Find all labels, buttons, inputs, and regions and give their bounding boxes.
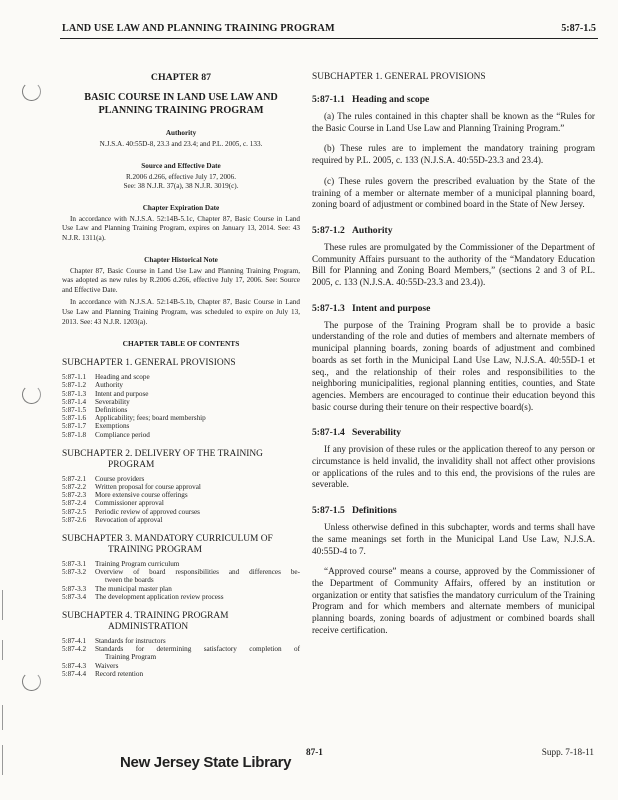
- toc-entry-title: [95, 560, 300, 568]
- section-heading: [312, 303, 595, 314]
- toc-entry-title: [95, 662, 300, 670]
- toc-entry-number: 5:87-1.4: [62, 397, 87, 406]
- toc-entry: [62, 422, 300, 430]
- toc-title: CHAPTER TABLE OF CONTENTS: [122, 339, 240, 349]
- running-header-section: 5:87-1.5: [561, 23, 596, 34]
- section-heading: [312, 94, 595, 105]
- section-number: 5:87-1.3: [312, 302, 345, 314]
- toc-entry-title: [95, 390, 300, 398]
- toc-entry-line: Authority: [95, 381, 123, 390]
- source-heading: Source and Effective Date: [141, 161, 221, 170]
- toc-entry-title: [95, 406, 300, 414]
- section-number: 5:87-1.5: [312, 505, 345, 517]
- toc-entry-line: Compliance period: [95, 430, 150, 439]
- history-paragraph: In accordance with N.J.S.A. 52:14B-5.1b, Chapter 87, Basic Course in Land Use Law and Planning Training Program, was scheduled to expire on July 13, 2013. See: 43 N.J.R. 1203(a).: [62, 298, 300, 326]
- toc-entry-title: [95, 499, 300, 507]
- section-title: Intent and purpose: [352, 302, 431, 314]
- toc-entry: [62, 491, 300, 499]
- table-of-contents: [62, 358, 300, 678]
- toc-subchapter-line: ADMINISTRATION: [108, 621, 189, 632]
- scan-mark: [2, 590, 3, 620]
- toc-entry-title: [95, 593, 300, 601]
- right-column: [312, 70, 595, 637]
- toc-entry-number: 5:87-3.2: [62, 568, 87, 577]
- toc-entry-title: [95, 508, 300, 516]
- toc-entry-line: Intent and purpose: [95, 389, 149, 398]
- section-title: Severability: [352, 427, 402, 439]
- toc-entry-title: [95, 381, 300, 389]
- toc-entry: [62, 431, 300, 439]
- section-title: Definitions: [352, 505, 397, 517]
- section-paragraph: The purpose of the Training Program shall be to provide a basic understanding of the role and duties of members and alternate members of municipal planning boards, zoning boards of adjustment and combined boards as set forth in the Municipal Land Use Law, N.J.S.A. 40:55D-1 et seq., and the relationship of their roles and responsibilities to the neighboring municipalities, regional planning entities, counties, and State agencies. Members are encouraged to continue their education beyond this basic course during their tenure on their respective board(s).: [312, 319, 595, 412]
- toc-list: [62, 560, 300, 601]
- toc-entry: [62, 406, 300, 414]
- toc-entry-title: [95, 398, 300, 406]
- scan-mark: [2, 640, 3, 660]
- toc-entry-line: Severability: [95, 397, 130, 406]
- binder-hole: [22, 82, 41, 101]
- toc-subchapter-line: SUBCHAPTER 2. DELIVERY OF THE TRAINING: [62, 448, 263, 459]
- toc-entry-line: Standards for instructors: [95, 636, 166, 645]
- chapter-number: CHAPTER 87: [150, 72, 212, 83]
- toc-entry-title: [95, 637, 300, 645]
- toc-entry: [62, 645, 300, 661]
- toc-entry-title: [95, 670, 300, 678]
- toc-list: [62, 637, 300, 678]
- toc-entry: [62, 593, 300, 601]
- toc-entry-number: 5:87-2.6: [62, 515, 87, 524]
- toc-entry-title: [95, 422, 300, 430]
- toc-entry: [62, 381, 300, 389]
- toc-entry-number: 5:87-1.6: [62, 414, 87, 423]
- toc-entry: [62, 390, 300, 398]
- toc-entry-number: 5:87-3.3: [62, 584, 87, 593]
- section-title: Heading and scope: [352, 94, 430, 105]
- sections: [312, 94, 595, 637]
- toc-subchapter-line: TRAINING PROGRAM: [108, 544, 203, 555]
- toc-entry: [62, 373, 300, 381]
- toc-subchapter-line: SUBCHAPTER 3. MANDATORY CURRICULUM OF: [62, 533, 273, 544]
- toc-entry-number: 5:87-2.2: [62, 482, 87, 491]
- toc-entry-line: Record retention: [95, 669, 144, 678]
- toc-entry: [62, 483, 300, 491]
- source-line: See: 38 N.J.R. 37(a), 38 N.J.R. 3019(c).: [123, 182, 239, 191]
- toc-subchapter-line: SUBCHAPTER 1. GENERAL PROVISIONS: [62, 358, 236, 369]
- section-paragraph: (b) These rules are to implement the mandatory training program required by P.L. 2005, c. 133 (N.J.S.A. 40:55D-23.3 and 23.4).: [312, 143, 595, 166]
- toc-entry-number: 5:87-2.3: [62, 491, 87, 500]
- toc-entry-number: 5:87-4.2: [62, 645, 87, 654]
- toc-entry-title: [95, 373, 300, 381]
- toc-entry-line: The development application review process: [95, 592, 224, 601]
- expiration-text: In accordance with N.J.S.A. 52:14B-5.1c, Chapter 87, Basic Course in Land Use Law and Planning Training Program, expires on January 13, 2014. See: 43 N.J.R. 1311(a).: [62, 214, 300, 242]
- toc-entry-line: tween the boards: [105, 576, 154, 585]
- toc-entry-number: 5:87-2.4: [62, 499, 87, 508]
- toc-entry-line: Periodic review of approved courses: [95, 507, 200, 516]
- toc-entry-number: 5:87-1.2: [62, 381, 87, 390]
- toc-entry-number: 5:87-1.8: [62, 430, 87, 439]
- toc-subchapter-heading: [62, 534, 300, 556]
- toc-entry-line: Course providers: [95, 474, 145, 483]
- toc-entry-number: 5:87-2.5: [62, 507, 87, 516]
- toc-list: [62, 475, 300, 524]
- library-stamp: New Jersey State Library: [120, 754, 292, 771]
- toc-entry-line: Written proposal for course approval: [95, 482, 201, 491]
- toc-entry-line: Overview of board responsibilities and differences be-: [95, 568, 300, 577]
- section-title: Authority: [352, 224, 393, 236]
- toc-entry-title: [95, 516, 300, 524]
- header-rule: [60, 38, 598, 39]
- toc-entry-number: 5:87-3.4: [62, 592, 87, 601]
- section-heading: [312, 225, 595, 236]
- toc-entry: [62, 508, 300, 516]
- binder-hole: [22, 672, 41, 691]
- section-paragraph: (c) These rules govern the prescribed evaluation by the State of the training of a member or alternate member of a municipal planning board, zoning board of adjustment or combined board in the State of New Jersey.: [312, 175, 595, 210]
- toc-entry: [62, 475, 300, 483]
- toc-entry-title: [95, 491, 300, 499]
- section-number: 5:87-1.4: [312, 427, 345, 439]
- scan-mark: [2, 705, 3, 730]
- section-paragraph: “Approved course” means a course, approved by the Commissioner of the Department of Community Affairs, offered by an institution or organization or entity that satisfies the mandatory curriculum of the Training Program and for which members and alternate members of municipal planning boards, zoning boards of adjustment or combined boards shall receive certification.: [312, 566, 595, 635]
- authority-text: N.J.S.A. 40:55D-8, 23.3 and 23.4; and P.L. 2005, c. 133.: [99, 140, 263, 148]
- toc-subchapter-line: PROGRAM: [108, 459, 155, 470]
- toc-entry: [62, 398, 300, 406]
- toc-subchapter-heading: [62, 358, 300, 369]
- chapter-title: BASIC COURSE IN LAND USE LAW AND PLANNING TRAINING PROGRAM: [84, 92, 278, 116]
- toc-entry: [62, 516, 300, 524]
- toc-entry-line: The municipal master plan: [95, 584, 172, 593]
- section-paragraph: (a) The rules contained in this chapter shall be known as the “Rules for the Basic Course in Land Use Law and Planning Training Program.”: [312, 111, 595, 133]
- toc-entry-line: Waivers: [95, 661, 119, 670]
- toc-entry-number: 5:87-2.1: [62, 474, 87, 483]
- section-paragraph: Unless otherwise defined in this subchapter, words and terms shall have the same meanings set forth in the Municipal Land Use Law, N.J.S.A. 40:55D-4 to 7.: [312, 522, 595, 556]
- toc-entry-number: 5:87-4.4: [62, 669, 87, 678]
- toc-entry-number: 5:87-1.5: [62, 405, 87, 414]
- toc-entry: [62, 414, 300, 422]
- toc-entry-line: Exemptions: [95, 422, 130, 431]
- toc-entry: [62, 662, 300, 670]
- toc-entry-title: [95, 414, 300, 422]
- toc-entry: [62, 637, 300, 645]
- toc-entry-line: Definitions: [95, 405, 128, 414]
- toc-entry-title: [95, 568, 300, 584]
- section-paragraph: These rules are promulgated by the Commissioner of the Department of Community Affairs pursuant to the authority of the “Mandatory Education Bill for Planning and Zoning Board Members,” (sections 2 and 3 of P.L. 2005, c. 133 (N.J.S.A. 40:55D-23.3 and 23.4)).: [312, 241, 595, 288]
- source-line: R.2006 d.266, effective July 17, 2006.: [125, 172, 237, 181]
- toc-entry-line: Revocation of approval: [95, 515, 163, 524]
- left-column: [62, 70, 300, 678]
- toc-entry-line: Standards for determining satisfactory completion of: [95, 645, 300, 654]
- section-number: 5:87-1.1: [312, 94, 345, 105]
- toc-entry-line: Commissioner approval: [95, 499, 164, 508]
- authority-heading: Authority: [165, 129, 197, 137]
- toc-entry: [62, 670, 300, 678]
- toc-entry-number: 5:87-4.1: [62, 636, 87, 645]
- toc-entry-line: Training Program: [105, 653, 157, 662]
- expiration-heading: Chapter Expiration Date: [142, 203, 220, 212]
- toc-subchapter-heading: [62, 611, 300, 633]
- supplement-date: Supp. 7-18-11: [541, 747, 594, 757]
- toc-entry-number: 5:87-1.1: [62, 373, 87, 382]
- section-heading: [312, 427, 595, 438]
- binder-hole: [22, 385, 41, 404]
- running-header-title: LAND USE LAW AND PLANNING TRAINING PROGRAM: [62, 23, 335, 34]
- toc-entry: [62, 560, 300, 568]
- section-paragraph: If any provision of these rules or the application thereof to any person or circumstance is held invalid, the invalidity shall not affect other provisions or applications of the rules and to this end, the provisions of the rules are severable.: [312, 444, 595, 490]
- toc-entry-line: Training Program curriculum: [95, 559, 180, 568]
- toc-entry: [62, 499, 300, 507]
- toc-entry-line: More extensive course offerings: [95, 491, 188, 500]
- toc-entry-number: 5:87-1.3: [62, 389, 87, 398]
- toc-subchapter-heading: [62, 449, 300, 471]
- toc-entry: [62, 568, 300, 584]
- toc-list: [62, 373, 300, 439]
- toc-entry-line: Applicability; fees; board membership: [95, 414, 206, 423]
- toc-entry: [62, 585, 300, 593]
- toc-entry-title: [95, 431, 300, 439]
- toc-entry-number: 5:87-4.3: [62, 661, 87, 670]
- toc-entry-line: Heading and scope: [95, 373, 150, 382]
- toc-entry-title: [95, 585, 300, 593]
- toc-entry-number: 5:87-1.7: [62, 422, 87, 431]
- page-number: 87-1: [306, 747, 323, 757]
- history-paragraph: Chapter 87, Basic Course in Land Use Law and Planning Training Program, was adopted as new rules by R.2006 d.266, effective July 17, 2006. See: Source and Effective Date.: [62, 266, 300, 294]
- toc-entry-title: [95, 475, 300, 483]
- toc-entry-number: 5:87-3.1: [62, 559, 87, 568]
- toc-subchapter-line: SUBCHAPTER 4. TRAINING PROGRAM: [62, 610, 229, 621]
- subchapter-heading: SUBCHAPTER 1. GENERAL PROVISIONS: [312, 72, 486, 82]
- section-heading: [312, 505, 595, 516]
- section-number: 5:87-1.2: [312, 224, 345, 236]
- history-heading: Chapter Historical Note: [144, 255, 218, 264]
- toc-entry-title: [95, 645, 300, 661]
- scan-mark: [2, 745, 3, 775]
- toc-entry-title: [95, 483, 300, 491]
